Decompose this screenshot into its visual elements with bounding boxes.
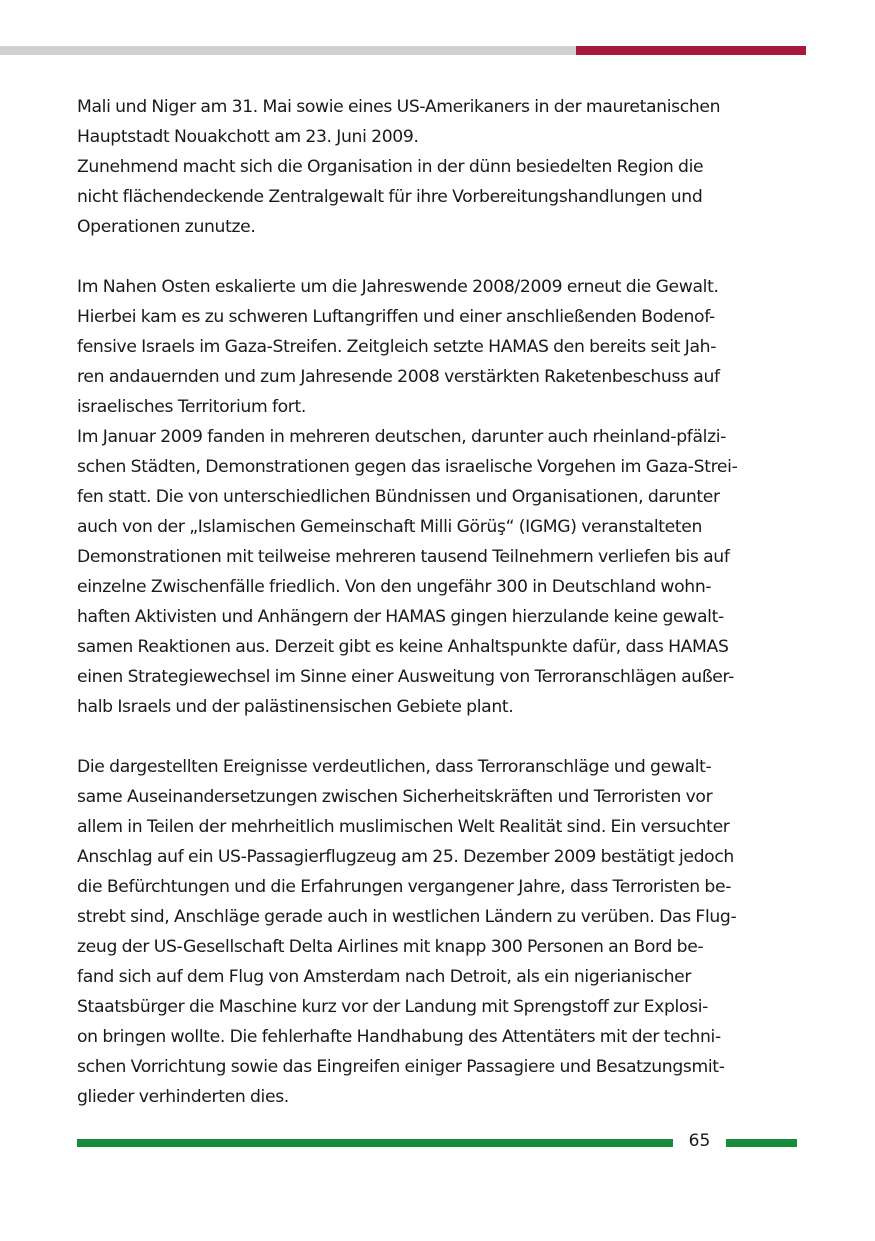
text-line: allem in Teilen der mehrheitlich muslimischen Welt Realität sind. Ein versuchter [77,817,730,837]
paragraph [77,152,802,242]
text-line: Anschlag auf ein US-Passagierflugzeug am 25. Dezember 2009 bestätigt jedoch [77,847,734,867]
text-line: fand sich auf dem Flug von Amsterdam nach Detroit, als ein nigerianischer [77,967,692,987]
text-line: Hierbei kam es zu schweren Luftangriffen und einer anschließenden Bodenof- [77,307,715,327]
text-line: Zunehmend macht sich die Organisation in der dünn besiedelten Region die [77,157,704,177]
text-line: glieder verhinderten dies. [77,1087,289,1107]
text-line: einen Strategiewechsel im Sinne einer Ausweitung von Terroranschlägen außer- [77,667,734,687]
text-line: schen Vorrichtung sowie das Eingreifen einiger Passagiere und Besatzungsmit- [77,1057,725,1077]
text-line: haften Aktivisten und Anhängern der HAMAS gingen hierzulande keine gewalt- [77,607,724,627]
text-line: einzelne Zwischenfälle friedlich. Von den ungefähr 300 in Deutschland wohn- [77,577,712,597]
text-line: zeug der US-Gesellschaft Delta Airlines mit knapp 300 Personen an Bord be- [77,937,704,957]
paragraph [77,752,802,1112]
page-number: 65 [688,1131,711,1151]
footer-rule-right [726,1139,797,1147]
text-line: on bringen wollte. Die fehlerhafte Handhabung des Attentäters mit der techni- [77,1027,721,1047]
text-line: strebt sind, Anschläge gerade auch in westlichen Ländern zu verüben. Das Flug- [77,907,737,927]
text-line: schen Städten, Demonstrationen gegen das israelische Vorgehen im Gaza-Strei- [77,457,738,477]
paragraph-gap [77,242,802,272]
paragraph [77,272,802,422]
paragraph-gap [77,722,802,752]
text-line: nicht flächendeckende Zentralgewalt für ihre Vorbereitungshandlungen und [77,187,703,207]
text-line: Im Januar 2009 fanden in mehreren deutschen, darunter auch rheinland-pfälzi- [77,427,727,447]
text-line: Im Nahen Osten eskalierte um die Jahreswende 2008/2009 erneut die Gewalt. [77,277,719,297]
footer-rule-left [77,1139,673,1147]
text-line: same Auseinandersetzungen zwischen Sicherheitskräften und Terroristen vor [77,787,713,807]
text-line: Operationen zunutze. [77,217,256,237]
text-line: Demonstrationen mit teilweise mehreren tausend Teilnehmern verliefen bis auf [77,547,730,567]
paragraph [77,92,802,152]
text-line: fen statt. Die von unterschiedlichen Bündnissen und Organisationen, darunter [77,487,720,507]
text-line: Staatsbürger die Maschine kurz vor der Landung mit Sprengstoff zur Explosi- [77,997,708,1017]
text-line: fensive Israels im Gaza-Streifen. Zeitgleich setzte HAMAS den bereits seit Jah- [77,337,717,357]
text-line: Die dargestellten Ereignisse verdeutlichen, dass Terroranschläge und gewalt- [77,757,712,777]
text-line: die Befürchtungen und die Erfahrungen vergangener Jahre, dass Terroristen be- [77,877,732,897]
text-line: ren andauernden und zum Jahresende 2008 verstärkten Raketenbeschuss auf [77,367,720,387]
text-line: auch von der „Islamischen Gemeinschaft Milli Görüş“ (IGMG) veranstalteten [77,517,703,537]
text-line: halb Israels und der palästinensischen Gebiete plant. [77,697,514,717]
body-text [77,92,802,1112]
text-line: Mali und Niger am 31. Mai sowie eines US-Amerikaners in der mauretanischen [77,97,721,117]
header-rule-gray [0,46,576,55]
paragraph [77,422,802,722]
text-line: samen Reaktionen aus. Derzeit gibt es keine Anhaltspunkte dafür, dass HAMAS [77,637,729,657]
header-rule-accent [576,46,806,55]
text-line: israelisches Territorium fort. [77,397,307,417]
text-line: Hauptstadt Nouakchott am 23. Juni 2009. [77,127,419,147]
